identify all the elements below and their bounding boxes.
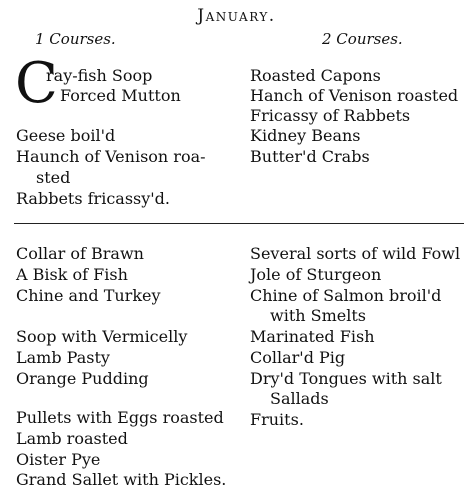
dish-item: Fricassy of Rabbets [250,106,411,125]
dish-item: A Bisk of Fish [16,265,128,284]
dish-item: Roasted Capons [250,66,381,85]
dish-item: sted [36,168,71,187]
dish-item: with Smelts [270,306,366,325]
drop-cap: C [15,51,58,116]
dish-item: Chine and Turkey [16,286,161,305]
dish-item: Oister Pye [16,450,101,469]
dish-item: Hanch of Venison roasted [250,86,459,105]
dish-item: Collar'd Pig [250,348,346,367]
dish-item: Kidney Beans [250,126,361,145]
dish-item: Butter'd Crabs [250,147,370,166]
dish-item: Rabbets fricassy'd. [16,189,171,208]
dish-item: Lamb Pasty [16,348,110,367]
dish-item: Orange Pudding [16,369,149,388]
page-title: January. [197,6,276,26]
dish-item: Chine of Salmon broil'd [250,286,442,305]
dish-item: Marinated Fish [250,327,375,346]
dish-item: Lamb roasted [16,429,128,448]
dish-item: Dry'd Tongues with salt [250,369,442,388]
dish-item: Fruits. [250,410,304,429]
dish-item: Collar of Brawn [16,244,144,263]
dish-item: Haunch of Venison roa- [16,147,206,166]
dish-item: Soop with Vermicelly [16,327,188,346]
second-course-header: 2 Courses. [322,30,403,48]
dish-item: Jole of Sturgeon [250,265,382,284]
dish-item: Pullets with Eggs roasted [16,408,224,427]
divider [14,223,464,224]
dish-item: Several sorts of wild Fowl [250,244,461,263]
dish-item: Grand Sallet with Pickles. [16,470,227,489]
first-course-header: 1 Courses. [35,30,116,48]
dish-item: Sallads [270,389,329,408]
dish-item: Geese boil'd [16,126,116,145]
dish-item: ray-fish Soop [46,66,153,85]
dish-item: Forced Mutton [60,86,181,105]
